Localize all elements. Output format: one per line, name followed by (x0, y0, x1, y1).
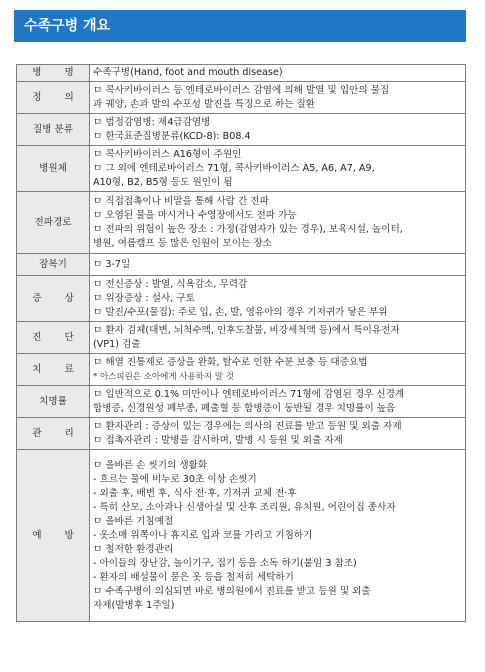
row-label: 치명률 (17, 386, 90, 418)
table-row (17, 192, 466, 254)
content-line: 합병증, 신경원성 폐부종, 폐출혈 등 합병증이 동반될 경우 치명률이 높음 (93, 402, 396, 414)
table-row (17, 114, 466, 146)
row-label: 잠복기 (17, 254, 90, 276)
content-line: ㅁ 전파의 위험이 높은 장소 : 가정(감염자가 있는 경우), 보육시설, 놀이터, (93, 223, 403, 235)
table-row (17, 418, 466, 450)
table-row (17, 254, 466, 276)
content-line: 수족구병(Hand, foot and mouth disease) (93, 67, 283, 78)
row-content (90, 354, 466, 386)
row-label: 질병 분류 (17, 114, 90, 146)
row-content (90, 146, 466, 192)
disease-overview-table (16, 64, 466, 622)
content-line: ㅁ 철저한 환경관리 (93, 543, 174, 555)
table-row (17, 146, 466, 192)
row-label: 관 리 (17, 418, 90, 450)
row-content (90, 276, 466, 322)
content-line: A10형, B2, B5형 등도 원인이 됨 (93, 176, 233, 188)
content-note: * 아스피린은 소아에게 사용하지 말 것 (93, 371, 234, 382)
row-label: 병원체 (17, 146, 90, 192)
content-line: ㅁ 콕사키바이러스 A16형이 주원인 (93, 148, 242, 160)
content-line: ㅁ 환자관리 : 증상이 있는 경우에는 의사의 진료를 받고 등원 및 외출 자제 (93, 420, 402, 432)
page-title: 수족구병 개요 (14, 10, 466, 42)
table-row (17, 82, 466, 114)
row-content (90, 65, 466, 82)
row-label: 정 의 (17, 82, 90, 114)
content-line: ㅁ 수족구병이 의심되면 바로 병의원에서 진료를 받고 등원 및 외출 (93, 585, 371, 597)
content-line: - 특히 산모, 소아과나 신생아실 및 산후 조리원, 유치원, 어린이집 종사자 (93, 501, 396, 513)
content-line: ㅁ 한국표준질병분류(KCD-8): B08.4 (93, 130, 251, 142)
row-content (90, 386, 466, 418)
content-line: ㅁ 직접접촉이나 비말을 통해 사람 간 전파 (93, 195, 269, 207)
table-row (17, 450, 466, 622)
content-line: ㅁ 일반적으로 0.1% 미만이나 엔테로바이러스 71형에 감염된 경우 신경계 (93, 388, 405, 400)
content-line: ㅁ 올바른 기침예절 (93, 515, 174, 527)
content-line: - 외출 후, 배변 후, 식사 전·후, 기저귀 교체 전·후 (93, 487, 297, 499)
content-line: ㅁ 접촉자관리 : 발병을 감시하며, 발병 시 등원 및 외출 자제 (93, 434, 343, 446)
table-row (17, 276, 466, 322)
row-label: 증 상 (17, 276, 90, 322)
content-line: ㅁ 올바른 손 씻기의 생활화 (93, 459, 208, 471)
table-body (17, 65, 466, 622)
row-label: 전파경로 (17, 192, 90, 254)
row-content (90, 450, 466, 622)
content-line: - 환자의 배설물이 묻은 옷 등을 철저히 세탁하기 (93, 571, 294, 583)
table-row (17, 65, 466, 82)
row-content (90, 192, 466, 254)
table-row (17, 322, 466, 354)
table-row (17, 386, 466, 418)
row-content (90, 418, 466, 450)
row-label: 병 명 (17, 65, 90, 82)
content-line: 자제(발병후 1주일) (93, 599, 175, 611)
row-label: 치 료 (17, 354, 90, 386)
content-line: 과 궤양, 손과 발의 수포성 발진을 특징으로 하는 질환 (93, 98, 316, 110)
content-line: - 옷소매 위쪽이나 휴지로 입과 코를 가리고 기침하기 (93, 529, 313, 541)
row-label: 진 단 (17, 322, 90, 354)
row-content (90, 114, 466, 146)
row-content (90, 82, 466, 114)
content-line: ㅁ 발진/수포(물집): 주로 입, 손, 발, 영유아의 경우 기저귀가 닿은 부위 (93, 306, 388, 318)
content-line: ㅁ 그 외에 엔테로바이러스 71형, 콕사키바이러스 A5, A6, A7, A9, (93, 162, 375, 174)
row-label: 예 방 (17, 450, 90, 622)
content-line: ㅁ 전신증상 : 발열, 식욕감소, 무력감 (93, 278, 248, 290)
row-content (90, 322, 466, 354)
content-line: (VP1) 검출 (93, 338, 141, 350)
content-line: ㅁ 법정감염병: 제4급감염병 (93, 116, 211, 128)
content-line: - 아이들의 장난감, 놀이기구, 집기 등을 소독 하기(붙임 3 참조) (93, 557, 357, 569)
row-content (90, 254, 466, 276)
table-row (17, 354, 466, 386)
content-line: - 흐르는 물에 비누로 30초 이상 손씻기 (93, 473, 257, 485)
content-line: ㅁ 3-7일 (93, 258, 131, 270)
content-line: ㅁ 콕사키바이러스 등 엔테로바이러스 감염에 의해 발열 및 입안의 물집 (93, 84, 390, 96)
content-line: ㅁ 해열 진통제로 증상을 완화, 탈수로 인한 수분 보충 등 대증요법 (93, 356, 368, 368)
content-line: ㅁ 위장증상 : 설사, 구토 (93, 292, 195, 304)
content-line: ㅁ 환자 검체(대변, 뇌척수액, 인후도찰물, 비강세척액 등)에서 특이유전자 (93, 324, 400, 336)
content-line: 병원, 여름캠프 등 많은 인원이 모이는 장소 (93, 237, 272, 249)
content-line: ㅁ 오염된 물을 마시거나 수영장에서도 전파 가능 (93, 209, 297, 221)
